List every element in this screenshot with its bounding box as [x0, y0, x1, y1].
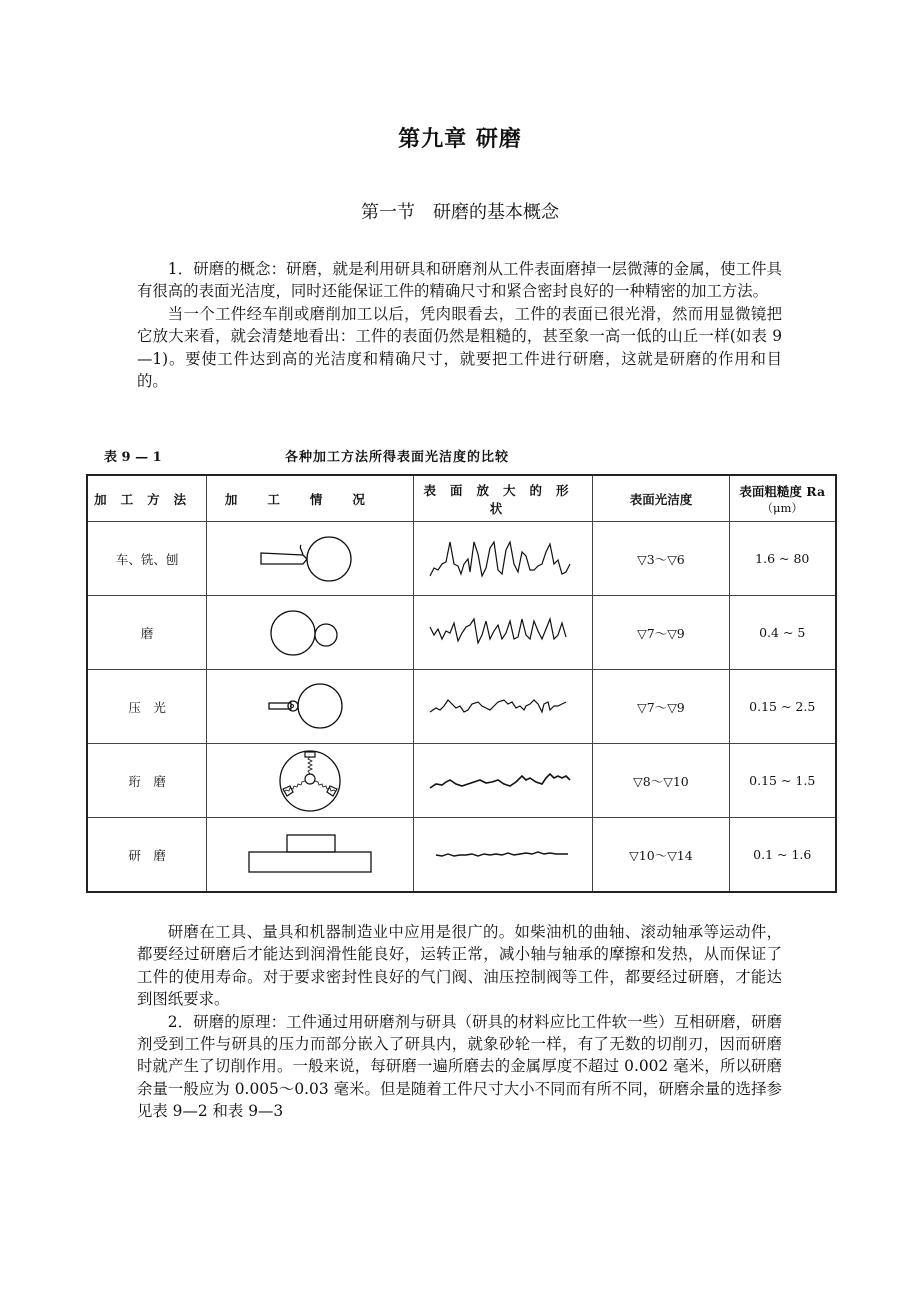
header-roughness: 表面粗糙度 Ra （μm） — [729, 475, 836, 522]
honing-diagram — [255, 749, 365, 813]
table-row — [87, 596, 836, 670]
profile-cell — [413, 670, 593, 744]
paragraph-concept: 1．研磨的概念：研磨，就是利用研具和研磨剂从工件表面磨掉一层微薄的金属，使工件具有很高的表面光洁度，同时还能保证工件的精确尺寸和紧合密封良好的一种精密的加工方法。 — [137, 260, 782, 301]
roughness-value: 1.6 ~ 80 — [729, 522, 836, 596]
table-row — [87, 670, 836, 744]
lapping-diagram — [245, 833, 375, 877]
table-row — [87, 522, 836, 596]
table-row — [87, 818, 836, 893]
method-cell: 研 磨 — [87, 818, 207, 893]
table-number: 表 9 — 1 — [104, 450, 162, 465]
chapter-title: 第九章 研磨 — [398, 127, 522, 152]
paragraph-surface: 当一个工件经车削或磨削加工以后，凭肉眼看去，工件的表面已很光滑，然而用显微镜把它放大来看，就会清楚地看出：工件的表面仍然是粗糙的，甚至象一高一低的山丘一样(如表 9—1)。要使工件达到高的光洁度和精确尺寸，就要把工件进行研磨，这就是研磨的作用和目的。 — [137, 304, 782, 391]
paragraph-principle: 2．研磨的原理：工件通过用研磨剂与研具（研具的材料应比工件软一些）互相研磨，研磨剂受到工件与研具的压力而部分嵌入了研具内，就象砂轮一样，有了无数的切削刃，因而研磨时就产生了切削作用。一般来说，每研磨一遍所磨去的金属厚度不超过 0.002 毫米，所以研磨余量一般应为 0.005～0.03 毫米。但是随着工件尺寸大小不同而有所不同，研磨余量的选择参见表 9—2 和表 9—3 — [137, 1012, 782, 1121]
profile-very-rough — [428, 534, 578, 584]
finish-grade: ▽7～▽9 — [593, 670, 729, 744]
burnishing-diagram — [255, 682, 365, 732]
intro-text — [137, 258, 782, 392]
profile-cell — [413, 522, 593, 596]
profile-cell — [413, 744, 593, 818]
finish-grade: ▽8～▽10 — [593, 744, 729, 818]
roughness-value: 0.4 ~ 5 — [729, 596, 836, 670]
process-diagram-cell — [207, 670, 413, 744]
table-row — [87, 744, 836, 818]
profile-very-fine — [428, 843, 578, 867]
finish-grade: ▽7～▽9 — [593, 596, 729, 670]
finish-grade: ▽3～▽6 — [593, 522, 729, 596]
comparison-table — [86, 474, 837, 893]
table-header-row — [87, 475, 836, 522]
turning-diagram — [255, 534, 365, 584]
method-cell: 车、铣、刨 — [87, 522, 207, 596]
roughness-value: 0.1 ~ 1.6 — [729, 818, 836, 893]
process-diagram-cell — [207, 596, 413, 670]
body-text — [137, 921, 782, 1123]
process-diagram-cell — [207, 744, 413, 818]
profile-cell — [413, 596, 593, 670]
profile-cell — [413, 818, 593, 893]
roughness-value: 0.15 ~ 1.5 — [729, 744, 836, 818]
method-cell: 压 光 — [87, 670, 207, 744]
roughness-value: 0.15 ~ 2.5 — [729, 670, 836, 744]
method-cell: 珩 磨 — [87, 744, 207, 818]
paragraph-applications: 研磨在工具、量具和机器制造业中应用是很广的。如柴油机的曲轴、滚动轴承等运动件，都要经过研磨后才能达到润滑性能良好，运转正常，减小轴与轴承的摩擦和发热，从而保证了工件的使用寿命。对于要求密封性良好的气门阀、油压控制阀等工件，都要经过研磨，才能达到图纸要求。 — [137, 923, 782, 1009]
profile-rough — [428, 613, 578, 653]
process-diagram-cell — [207, 818, 413, 893]
header-profile: 表面放大的形状 — [413, 475, 593, 522]
process-diagram-cell — [207, 522, 413, 596]
method-cell: 磨 — [87, 596, 207, 670]
header-finish: 表面光洁度 — [593, 475, 729, 522]
header-process: 加工情况 — [207, 475, 413, 522]
profile-medium — [428, 692, 578, 722]
section-title: 第一节 研磨的基本概念 — [361, 202, 559, 223]
table-title: 各种加工方法所得表面光洁度的比较 — [285, 450, 510, 465]
profile-fine — [428, 766, 578, 796]
grinding-diagram — [255, 608, 365, 658]
finish-grade: ▽10～▽14 — [593, 818, 729, 893]
header-method: 加工方法 — [87, 475, 207, 522]
